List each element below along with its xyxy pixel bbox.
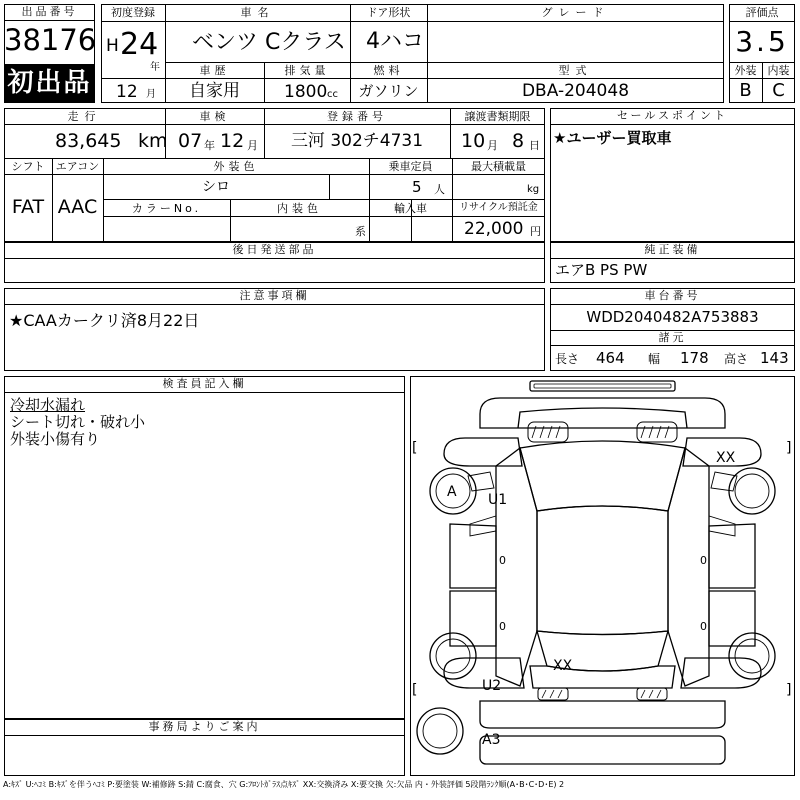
mileage-value: 83,645 <box>55 130 122 152</box>
mark-u1: U1 <box>488 492 508 508</box>
mark-xx-front: XX <box>716 450 736 466</box>
chassis-value: WDD2040482A753883 <box>586 308 759 326</box>
mark-bracket-rr: ] <box>786 682 792 698</box>
taillight-hatch-l <box>542 690 562 698</box>
later-parts-label: 後日発送部品 <box>4 242 545 259</box>
spare-wheel <box>417 708 463 754</box>
mileage-label: 走行 <box>67 110 102 123</box>
int-color-label: 内装色 <box>277 202 322 215</box>
transfer-month-unit: 月 <box>487 139 498 152</box>
reg-no-label: 登録番号 <box>327 110 387 123</box>
mark-zero-3: 0 <box>700 554 707 567</box>
shift-label: シフト <box>11 160 45 173</box>
rear-door-right <box>709 591 755 646</box>
roof <box>537 506 668 635</box>
taillight-hatch-r <box>641 690 661 698</box>
mirror-left <box>468 472 494 491</box>
history-label: 車歴 <box>199 64 230 77</box>
car-name-label: 車名 <box>240 6 275 19</box>
inspector-line1: 冷却水漏れ <box>10 396 86 414</box>
notes-label: 注意事項欄 <box>4 288 545 305</box>
color-no-label: カラーNo. <box>131 202 202 215</box>
inspection-label: 車検 <box>199 110 230 123</box>
score-value: 3.5 <box>735 25 789 58</box>
dims-wid-label: 幅 <box>648 352 661 366</box>
rear-panel <box>480 701 725 728</box>
shift-value: FAT <box>11 196 45 218</box>
dims-wid: 178 <box>680 349 709 367</box>
score-ext-label: 外装 <box>734 64 757 77</box>
ext-color-label: 外装色 <box>213 160 259 173</box>
mirror-right <box>711 472 737 491</box>
model-code-value: DBA-204048 <box>521 81 630 101</box>
model-code-label: 型式 <box>558 64 593 77</box>
score-label: 評価点 <box>745 6 779 19</box>
first-reg-year-unit: 年 <box>150 62 160 73</box>
rear-door-left <box>450 591 496 646</box>
displacement-unit: cc <box>327 89 338 100</box>
front-fender-left <box>444 438 522 466</box>
equipment-label: 純正装備 <box>550 242 795 259</box>
capacity-unit: 人 <box>434 183 445 196</box>
front-bumper-trim <box>534 384 671 388</box>
capacity-label: 乗車定員 <box>388 160 433 173</box>
transfer-day-unit: 日 <box>529 139 540 152</box>
dims-label: 諸元 <box>550 330 795 346</box>
dims-len-label: 長さ <box>555 352 580 366</box>
door-value: 4ハコ <box>366 29 424 54</box>
score-int-label: 内装 <box>767 64 790 77</box>
score-ext-value: B <box>739 80 752 101</box>
wheel-front-right <box>729 468 775 514</box>
mark-a-wheel: A <box>447 484 457 500</box>
car-diagram <box>410 376 795 776</box>
car-name-value: ベンツ Cクラス <box>192 30 346 55</box>
first-reg-label: 初度登録 <box>111 6 155 19</box>
fuel-value: ガソリン <box>358 82 419 100</box>
selling-points-label: セールスポイント <box>550 108 795 125</box>
taillight-right <box>637 688 667 700</box>
inspection-year-unit: 年 <box>204 139 215 152</box>
ext-color-value: シロ <box>202 179 230 195</box>
aircon-value: AAC <box>57 196 98 218</box>
recycle-unit: 円 <box>530 225 541 238</box>
first-reg-month: 12 <box>116 82 138 102</box>
mileage-unit: km <box>138 130 168 152</box>
hood-outline <box>518 408 687 428</box>
first-reg-era: H <box>106 36 119 56</box>
recycle-value: 22,000 <box>464 219 524 239</box>
mark-xx-rear: XX <box>553 658 573 674</box>
grade-label: グレード <box>541 6 610 19</box>
displacement-value: 1800 <box>284 82 328 102</box>
first-reg-month-unit: 月 <box>146 89 156 100</box>
mark-bracket-fr: ] <box>786 440 792 456</box>
inspection-month: 12 <box>220 130 245 152</box>
lot-label: 出品番号 <box>4 4 95 21</box>
reg-no-value: 三河 302チ4731 <box>290 131 424 151</box>
trunk <box>530 666 675 688</box>
mark-zero-2: 0 <box>499 620 506 633</box>
equipment-value: エアB PS PW <box>555 261 648 279</box>
mark-bracket-fl: [ <box>412 440 418 456</box>
aircon-label: エアコン <box>55 160 100 173</box>
wheel-rear-left <box>430 633 476 679</box>
inspection-year: 07 <box>178 130 203 152</box>
mark-zero-4: 0 <box>700 620 707 633</box>
first-listing-badge <box>4 64 95 103</box>
right-body-side <box>668 448 709 686</box>
mark-zero-1: 0 <box>499 554 506 567</box>
mark-u2: U2 <box>482 678 502 694</box>
capacity-value: 5 <box>412 178 422 196</box>
front-panel <box>480 398 725 428</box>
first-listing-badge-text: 初出品 <box>7 68 92 98</box>
wheel-rear-right <box>729 633 775 679</box>
front-door-left <box>450 524 496 588</box>
front-door-right <box>709 524 755 588</box>
history-value: 自家用 <box>189 81 240 101</box>
rear-bumper <box>480 736 725 764</box>
first-reg-year: 24 <box>120 27 159 62</box>
legend: A:ｷｽﾞ U:ﾍｺﾐ B:ｷｽﾞを伴うﾍｺﾐ P:要塗装 W:補修跡 S:錆 C:腐食、穴 G:ﾌﾛﾝﾄｶﾞﾗｽ点ｷｽﾞ XX:交換済み X:要交換 欠:欠品 内・外装評価 5段階ﾗﾝｸ順(A･B･C･D･E) 2 <box>3 780 565 789</box>
transfer-month: 10 <box>461 130 486 152</box>
door-label: ドア形状 <box>366 6 411 19</box>
front-bumper <box>530 381 675 391</box>
max-load-label: 最大積載量 <box>471 160 526 173</box>
transfer-label: 譲渡書類期限 <box>464 110 531 123</box>
notes-text: ★CAAカークリ済8月22日 <box>9 311 200 330</box>
displacement-label: 排気量 <box>284 64 330 77</box>
dims-len: 464 <box>596 349 625 367</box>
int-color-unit: 系 <box>355 225 366 238</box>
inspector-line2: シート切れ・破れ小 <box>10 413 146 431</box>
lot-number: 38176 <box>4 23 97 57</box>
taillight-left <box>538 688 568 700</box>
office-label: 事務局よりご案内 <box>4 719 405 736</box>
left-body-side <box>496 448 537 686</box>
chassis-label: 車台番号 <box>550 288 795 305</box>
mark-a3: A3 <box>482 732 501 748</box>
max-load-unit: kg <box>527 184 540 195</box>
import-label: 輸入車 <box>394 202 427 215</box>
selling-points-text: ★ユーザー買取車 <box>553 129 672 147</box>
transfer-day: 8 <box>512 130 525 152</box>
windshield <box>520 441 685 511</box>
score-int-value: C <box>772 80 785 101</box>
fuel-label: 燃料 <box>373 64 404 77</box>
dims-hgt-label: 高さ <box>724 352 749 366</box>
inspection-month-unit: 月 <box>247 139 258 152</box>
recycle-label: リサイクル預託金 <box>459 202 538 213</box>
inspector-line3: 外装小傷有り <box>10 430 101 448</box>
dims-hgt: 143 <box>760 349 789 367</box>
inspector-label: 検査員記入欄 <box>4 376 405 393</box>
mark-bracket-rl: [ <box>412 682 418 698</box>
